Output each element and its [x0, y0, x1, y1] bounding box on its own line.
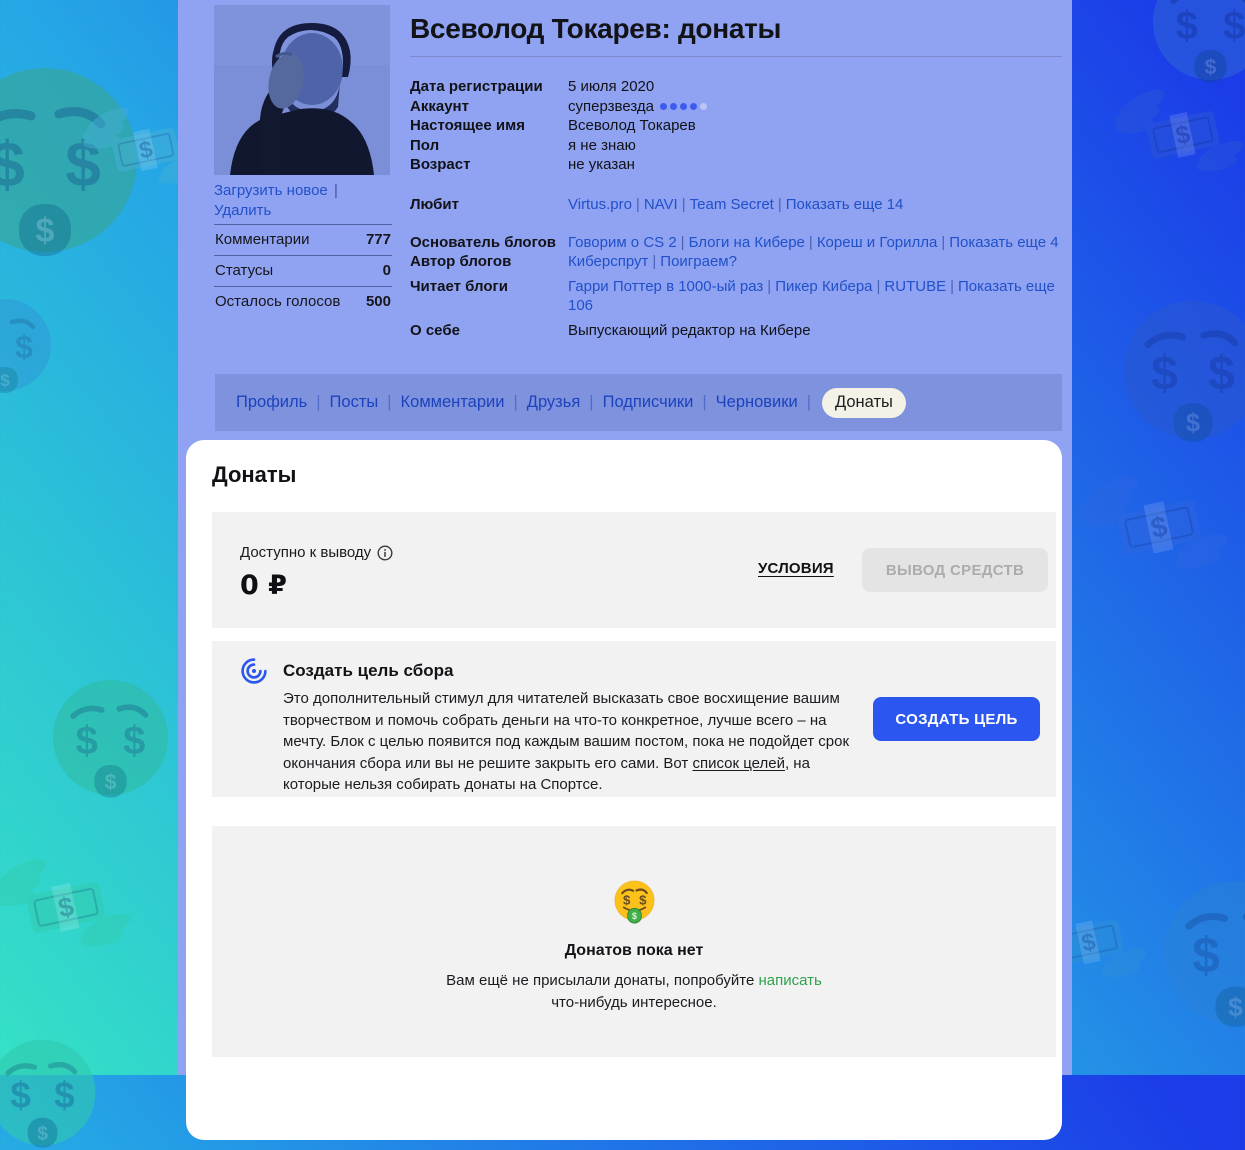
svg-text:$: $	[631, 911, 637, 922]
info-value: 5 июля 2020	[568, 78, 655, 95]
nav-separator: |	[387, 393, 392, 411]
profile-links-row	[410, 277, 1062, 315]
actions-separator: |	[333, 182, 338, 199]
empty-text-line2: что-нибудь интересное.	[551, 994, 717, 1011]
links-separator: |	[635, 195, 640, 213]
money-face-emoji-bg	[1118, 295, 1245, 445]
profile-page-column	[178, 0, 1072, 1075]
profile-link[interactable]: Поиграем?	[660, 252, 737, 270]
profile-info-table	[410, 77, 1062, 175]
write-post-link[interactable]: написать	[758, 972, 822, 989]
level-dot	[690, 103, 697, 110]
money-face-emoji-bg	[0, 295, 55, 395]
info-row	[410, 155, 1062, 175]
profile-links-row	[410, 195, 1062, 214]
profile-links-table	[410, 195, 1062, 340]
balance-panel	[212, 512, 1056, 628]
profile-stats	[214, 224, 392, 317]
profile-link[interactable]: Team Secret	[689, 195, 774, 213]
links-separator: |	[876, 277, 881, 295]
money-face-emoji-bg	[0, 60, 145, 260]
nav-separator: |	[513, 393, 518, 411]
profile-main-info	[410, 0, 1062, 340]
tab-Друзья[interactable]: Друзья	[526, 393, 581, 411]
money-face-emoji-bg	[1158, 875, 1245, 1030]
info-row	[410, 97, 1062, 117]
level-dot	[700, 103, 707, 110]
info-value: суперзвезда	[568, 97, 1062, 117]
empty-text	[399, 970, 869, 1014]
profile-link[interactable]: Пикер Кибера	[775, 277, 873, 295]
links-separator: |	[680, 233, 685, 251]
info-row	[410, 116, 1062, 136]
profile-link[interactable]: Блоги на Кибере	[688, 233, 805, 251]
info-label: Возраст	[410, 156, 471, 173]
avatar-photo	[214, 5, 390, 175]
avatar	[214, 5, 390, 175]
money-face-emoji-bg	[0, 1035, 100, 1150]
links-separator: |	[681, 195, 686, 213]
links-row-value	[568, 195, 1062, 214]
links-row-label: Любит	[410, 195, 459, 213]
profile-link[interactable]: RUTUBE	[884, 277, 947, 295]
goal-spiral-icon	[240, 657, 268, 685]
money-mouth-face-emoji	[611, 878, 658, 925]
goals-list-link[interactable]: список целей	[692, 754, 785, 772]
links-row-label: Читает блоги	[410, 277, 508, 295]
level-dot	[670, 103, 677, 110]
tab-Донаты[interactable]: Донаты	[822, 388, 906, 418]
goal-description	[283, 688, 851, 796]
svg-text:$: $	[638, 892, 646, 908]
links-separator: |	[950, 277, 954, 295]
info-row	[410, 136, 1062, 156]
create-goal-button[interactable]: СОЗДАТЬ ЦЕЛЬ	[873, 697, 1040, 741]
empty-title: Донатов пока нет	[564, 942, 704, 959]
info-row	[410, 77, 1062, 97]
tab-Комментарии[interactable]: Комментарии	[400, 393, 505, 411]
profile-link[interactable]: Показать еще 14	[785, 195, 904, 213]
profile-tabs	[215, 374, 1062, 431]
profile-link[interactable]: Говорим о CS 2	[568, 233, 677, 251]
info-label: Дата регистрации	[410, 78, 543, 95]
stat-value: 0	[382, 262, 391, 279]
links-row-value	[568, 233, 1062, 252]
nav-separator: |	[806, 393, 812, 411]
empty-text-line1: Вам ещё не присылали донаты, попробуйте	[446, 972, 759, 989]
tab-Посты[interactable]: Посты	[329, 393, 379, 411]
money-face-emoji-bg	[1148, 0, 1245, 85]
profile-link[interactable]: Показать еще 106	[568, 277, 1055, 314]
links-row-value: Выпускающий редактор на Кибере	[568, 321, 811, 339]
profile-link[interactable]: Показать еще 4	[949, 233, 1059, 251]
stat-value: 777	[365, 231, 391, 248]
terms-link[interactable]: УСЛОВИЯ	[758, 560, 834, 577]
flying-money-emoji-bg	[1078, 465, 1238, 590]
level-dot	[680, 103, 687, 110]
tab-Черновики[interactable]: Черновики	[715, 393, 798, 411]
nav-separator: |	[589, 393, 594, 411]
info-label: Настоящее имя	[410, 117, 525, 134]
svg-text:$: $	[622, 892, 630, 908]
flying-money-emoji-bg	[1112, 80, 1245, 190]
stat-row	[214, 224, 392, 255]
profile-links-row	[410, 233, 1062, 252]
profile-link[interactable]: NAVI	[643, 195, 678, 213]
stat-value: 500	[365, 293, 391, 310]
info-label: Аккаунт	[410, 97, 469, 115]
profile-link[interactable]: Гарри Поттер в 1000-ый раз	[568, 277, 764, 295]
links-row-label: Основатель блогов	[410, 233, 557, 251]
account-level-dots	[660, 97, 710, 117]
upload-photo-link[interactable]: Загрузить новое	[214, 182, 328, 199]
stat-row	[214, 255, 392, 286]
links-row-value	[568, 252, 1062, 271]
links-separator: |	[652, 252, 657, 270]
profile-links-row	[410, 252, 1062, 271]
info-label: Пол	[410, 136, 440, 154]
flying-money-emoji-bg	[0, 850, 140, 965]
links-separator: |	[777, 195, 782, 213]
title-divider	[410, 56, 1062, 57]
withdraw-button[interactable]: ВЫВОД СРЕДСТВ	[862, 548, 1048, 592]
info-value: не указан	[568, 156, 635, 173]
stat-label: Статусы	[215, 262, 274, 279]
level-dot	[660, 103, 667, 110]
links-row-label: Автор блогов	[410, 252, 512, 270]
info-value: я не знаю	[568, 136, 636, 154]
profile-link[interactable]: Киберспрут	[568, 252, 649, 270]
profile-links-row	[410, 321, 1062, 340]
links-separator: |	[808, 233, 813, 251]
goal-desc-text-after: , на которые нельзя собирать донаты на Спортсе.	[283, 754, 810, 793]
avatar-actions	[214, 181, 392, 221]
page-title: Всеволод Токарев: донаты	[410, 13, 782, 44]
money-face-emoji-bg	[48, 675, 173, 800]
profile-link[interactable]: Virtus.pro	[568, 195, 632, 213]
stat-label: Осталось голосов	[215, 293, 341, 310]
goal-title: Создать цель сбора	[283, 661, 454, 680]
profile-link[interactable]: Кореш и Горилла	[816, 233, 938, 251]
info-icon[interactable]	[377, 545, 393, 561]
goal-panel	[212, 641, 1056, 797]
nav-separator: |	[316, 393, 321, 411]
tab-Подписчики[interactable]: Подписчики	[602, 393, 694, 411]
stat-label: Комментарии	[215, 231, 310, 248]
donations-heading: Донаты	[212, 462, 297, 487]
links-row-value	[568, 277, 1062, 315]
empty-donations-panel	[212, 826, 1056, 1057]
stat-row	[214, 286, 392, 317]
info-value: Всеволод Токарев	[568, 117, 696, 134]
balance-label: Доступно к выводу	[240, 544, 372, 561]
balance-amount: 0 ₽	[240, 570, 287, 601]
nav-separator: |	[702, 393, 707, 411]
links-separator: |	[767, 277, 772, 295]
links-row-label: О себе	[410, 321, 460, 339]
donations-card	[186, 440, 1062, 1140]
delete-photo-link[interactable]: Удалить	[214, 202, 272, 219]
links-separator: |	[941, 233, 946, 251]
goal-desc-text: Это дополнительный стимул для читателей высказать свое восхищение вашим творчеством и помочь собрать деньги на что-то конкретное, лучше всего – на мечту. Блок с целью появится под каждым вашим постом, пока не подойдет срок окончания сбора или вы не решите закрыть его сами. Вот	[283, 690, 850, 772]
balance-label-row	[240, 544, 393, 561]
tab-Профиль[interactable]: Профиль	[236, 393, 308, 411]
